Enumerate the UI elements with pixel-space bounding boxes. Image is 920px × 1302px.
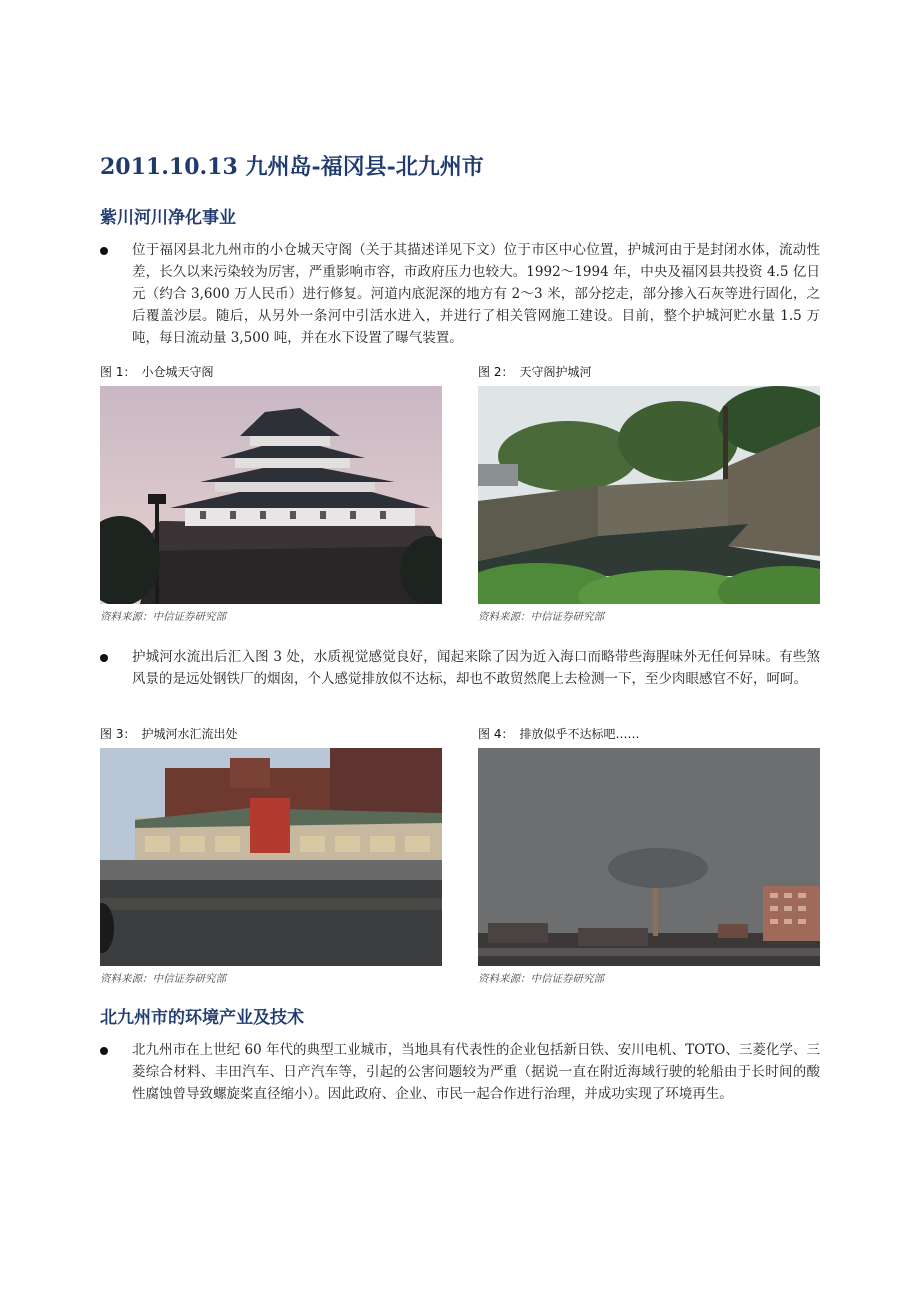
figure-source: 资料来源：中信证券研究部	[478, 973, 604, 985]
figure-4	[478, 726, 820, 986]
river-outflow-photo	[100, 748, 442, 966]
figure-label: 图 2：	[478, 365, 514, 379]
section-heading-environmental-industry: 北九州市的环境产业及技术	[100, 1008, 304, 1028]
figure-caption	[100, 726, 442, 742]
moat-photo	[478, 386, 820, 604]
figure-title: 排放似乎不达标吧……	[519, 727, 640, 741]
factory-chimney-photo	[478, 748, 820, 966]
paragraph-text: 位于福冈县北九州市的小仓城天守阁（关于其描述详见下文）位于市区中心位置，护城河由于是封闭水体，流动性差，长久以来污染较为厉害，严重影响市容，市政府压力也较大。1992～1994 年，中央及福冈县共投资 4.5 亿日元（约合 3,600 万人民币）进行修复。河道内底泥深的地方有 2～3 米，部分挖走，部分掺入石灰等进行固化，之后覆盖沙层。随后，从另外一条河中引活水进入，并进行了相关管网施工建设。目前，整个护城河贮水量 1.5 万吨，每日流动量 3,500 吨，并在水下设置了曝气装置。	[132, 242, 820, 346]
figure-source: 资料来源：中信证券研究部	[100, 973, 226, 985]
figure-2	[478, 364, 820, 624]
castle-photo	[100, 386, 442, 604]
figure-title: 小仓城天守阁	[141, 365, 214, 379]
bullet-dot	[100, 247, 108, 255]
figure-title: 护城河水汇流出处	[141, 727, 238, 741]
paragraph-text: 北九州市在上世纪 60 年代的典型工业城市，当地具有代表性的企业包括新日铁、安川电机、TOTO、三菱化学、三菱综合材料、丰田汽车、日产汽车等，引起的公害问题较为严重（据说一直在附近海域行驶的轮船由于长时间的酸性腐蚀曾导致螺旋桨直径缩小）。因此政府、企业、市民一起合作进行治理，并成功实现了环境再生。	[132, 1042, 820, 1102]
bullet-paragraph	[100, 1039, 820, 1105]
section-heading-river-purification: 紫川河川净化事业	[100, 208, 236, 228]
figure-label: 图 1：	[100, 365, 136, 379]
paragraph-text: 护城河水流出后汇入图 3 处，水质视觉感觉良好，闻起来除了因为近入海口而略带些海腥味外无任何异味。有些煞风景的是远处钢铁厂的烟囱，个人感觉排放似不达标，却也不敢贸然爬上去检测一下，至少肉眼感官不好，呵呵。	[132, 649, 820, 687]
figure-3	[100, 726, 442, 986]
bullet-paragraph	[100, 239, 820, 349]
figure-source: 资料来源：中信证券研究部	[100, 611, 226, 623]
page-title: 2011.10.13 九州岛-福冈县-北九州市	[100, 154, 484, 180]
figure-label: 图 3：	[100, 727, 136, 741]
figure-caption	[100, 364, 442, 380]
figure-1	[100, 364, 442, 624]
figure-caption	[478, 726, 820, 742]
bullet-paragraph	[100, 646, 820, 690]
figure-label: 图 4：	[478, 727, 514, 741]
figure-source: 资料来源：中信证券研究部	[478, 611, 604, 623]
bullet-dot	[100, 654, 108, 662]
figure-caption	[478, 364, 820, 380]
bullet-dot	[100, 1047, 108, 1055]
figure-title: 天守阁护城河	[519, 365, 592, 379]
